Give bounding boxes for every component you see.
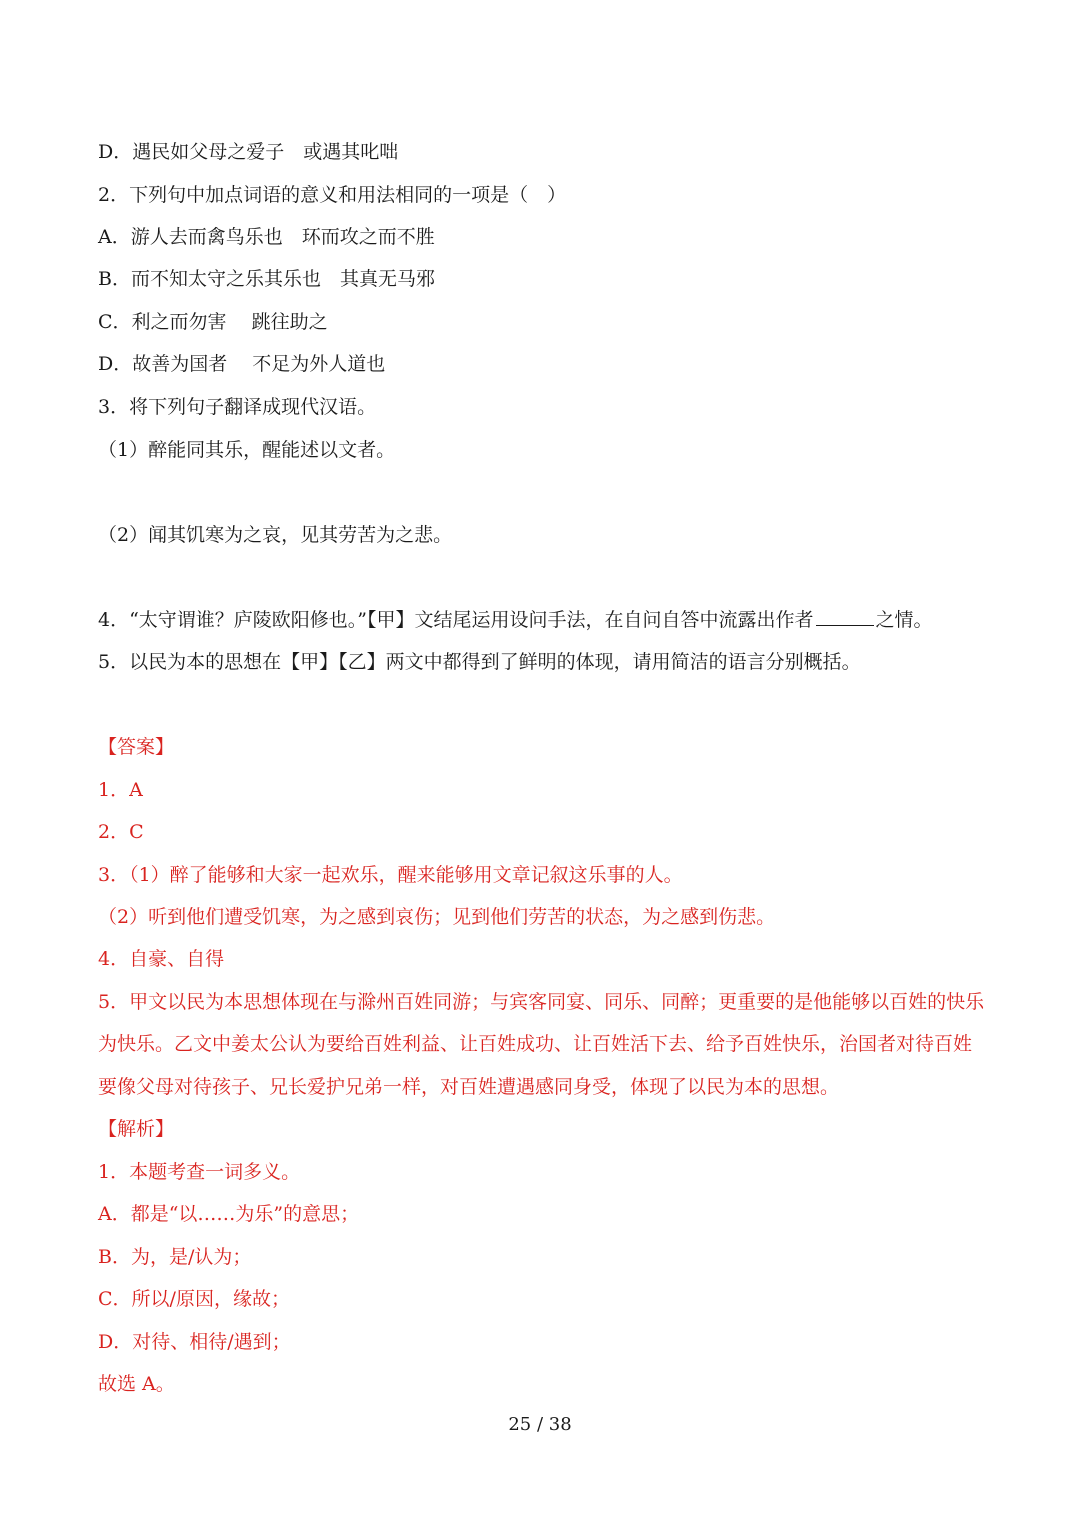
q2-option-c: C．利之而勿害 跳往助之 (98, 311, 328, 333)
q4-stem (98, 607, 933, 633)
q3-sub2: （2）闻其饥寒为之哀，见其劳苦为之悲。 (98, 524, 453, 546)
analysis-intro: 1．本题考查一词多义。 (98, 1161, 301, 1183)
q2-stem: 2．下列句中加点词语的意义和用法相同的一项是（ ） (98, 184, 567, 206)
answer-5-line2: 为快乐。乙文中姜太公认为要给百姓利益、让百姓成功、让百姓活下去、给予百姓快乐，治国者对待百姓 (98, 1033, 973, 1055)
answer-4: 4．自豪、自得 (98, 948, 225, 970)
q1-option-d: D．遇民如父母之爱子 或遇其叱咄 (98, 141, 399, 163)
analysis-heading: 【解析】 (98, 1118, 175, 1140)
answer-3-2: （2）听到他们遭受饥寒，为之感到哀伤；见到他们劳苦的状态，为之感到伤悲。 (98, 906, 776, 928)
q4-answer-blank (816, 607, 874, 626)
answer-5-line1: 5．甲文以民为本思想体现在与滁州百姓同游；与宾客同宴、同乐、同醉；更重要的是他能够以百姓的快乐 (98, 991, 985, 1013)
q2-option-a: A．游人去而禽鸟乐也 环而攻之而不胜 (98, 226, 435, 248)
q5-stem: 5．以民为本的思想在【甲】【乙】两文中都得到了鲜明的体现，请用简洁的语言分别概括。 (98, 651, 861, 673)
q4-stem-after: 之情。 (875, 609, 933, 631)
answer-5-line3: 要像父母对待孩子、兄长爱护兄弟一样，对百姓遭遇感同身受，体现了以民为本的思想。 (98, 1076, 840, 1098)
answer-1: 1．A (98, 779, 143, 801)
q2-option-b: B．而不知太守之乐其乐也 其真无马邪 (98, 268, 435, 290)
q4-stem-before: 4．“太守谓谁？庐陵欧阳修也。”【甲】文结尾运用设问手法，在自问自答中流露出作者 (98, 609, 814, 631)
answer-2: 2．C (98, 821, 144, 843)
analysis-option-d: D．对待、相待/遇到； (98, 1331, 291, 1353)
analysis-conclusion: 故选 A。 (98, 1373, 175, 1395)
analysis-option-c: C．所以/原因，缘故； (98, 1288, 290, 1310)
page-number: 25 / 38 (508, 1414, 572, 1435)
answers-heading: 【答案】 (98, 736, 175, 758)
analysis-option-a: A．都是“以……为乐”的意思； (98, 1203, 360, 1225)
q3-sub1: （1）醉能同其乐，醒能述以文者。 (98, 439, 396, 461)
q3-stem: 3．将下列句子翻译成现代汉语。 (98, 396, 377, 418)
analysis-option-b: B．为，是/认为； (98, 1246, 252, 1268)
q2-option-d: D．故善为国者 不足为外人道也 (98, 353, 386, 375)
answer-3-1: 3．（1）醉了能够和大家一起欢乐，醒来能够用文章记叙这乐事的人。 (98, 864, 683, 886)
